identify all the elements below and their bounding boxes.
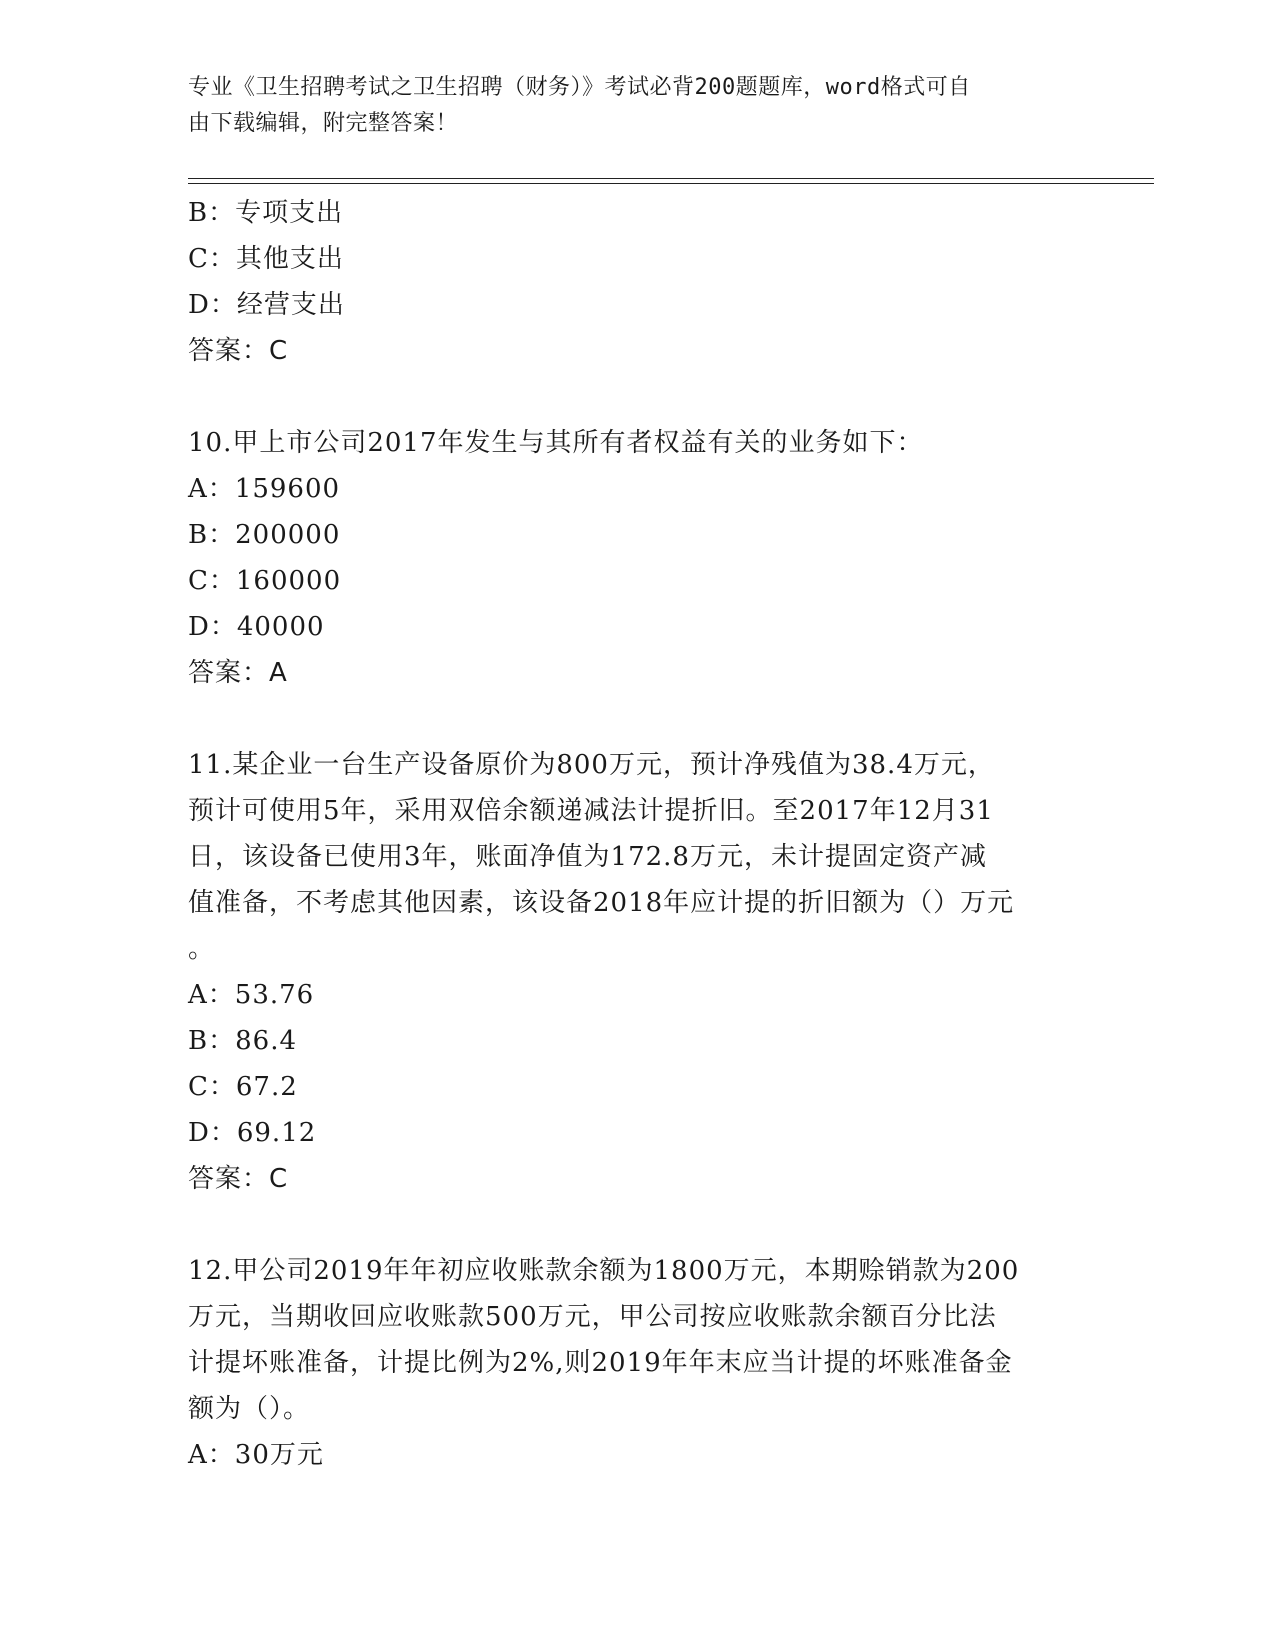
question-12 [188,1248,1078,1478]
option-b: B：200000 [188,520,341,550]
header-line-2: 由下载编辑，附完整答案！ [188,111,459,136]
question-text-line-5: 。 [188,934,216,964]
answer-line: 答案：C [188,336,289,366]
option-d: D：经营支出 [188,290,345,320]
header-rule-top [188,178,1154,179]
option-c: C：67.2 [188,1072,298,1102]
question-text-line-4: 额为（）。 [188,1394,311,1424]
option-d: D：40000 [188,612,325,642]
question-10 [188,420,1078,696]
question-block-prev [188,190,1078,374]
question-text-line-4: 值准备，不考虑其他因素，该设备2018年应计提的折旧额为（）万元 [188,888,1015,918]
option-d: D：69.12 [188,1118,317,1148]
header-line-1: 专业《卫生招聘考试之卫生招聘（财务）》考试必背200题题库，word格式可自 [188,75,971,100]
answer-line: 答案：C [188,1164,289,1194]
question-text: 10.甲上市公司2017年发生与其所有者权益有关的业务如下： [188,428,924,458]
option-b: B：86.4 [188,1026,297,1056]
header-rule-bottom [188,183,1154,184]
option-a: A：159600 [188,474,341,504]
spacer [188,374,1078,420]
option-c: C：其他支出 [188,244,344,274]
question-11 [188,742,1078,1202]
option-c: C：160000 [188,566,342,596]
question-text-line-3: 日，该设备已使用3年，账面净值为172.8万元，未计提固定资产减 [188,842,987,872]
option-a: A：53.76 [188,980,315,1010]
question-text-line-2: 万元，当期收回应收账款500万元，甲公司按应收账款余额百分比法 [188,1302,997,1332]
option-b: B：专项支出 [188,198,344,228]
spacer [188,1202,1078,1248]
question-text-line-3: 计提坏账准备，计提比例为2%,则2019年年末应当计提的坏账准备金 [188,1348,1013,1378]
question-text-line-1: 11.某企业一台生产设备原价为800万元，预计净残值为38.4万元， [188,750,995,780]
question-text-line-2: 预计可使用5年，采用双倍余额递减法计提折旧。至2017年12月31 [188,796,994,826]
document-body [188,190,1078,1478]
option-a: A：30万元 [188,1440,324,1470]
spacer [188,696,1078,742]
answer-line: 答案：A [188,658,288,688]
question-text-line-1: 12.甲公司2019年年初应收账款余额为1800万元，本期赊销款为200 [188,1256,1020,1286]
document-header [188,70,1068,142]
